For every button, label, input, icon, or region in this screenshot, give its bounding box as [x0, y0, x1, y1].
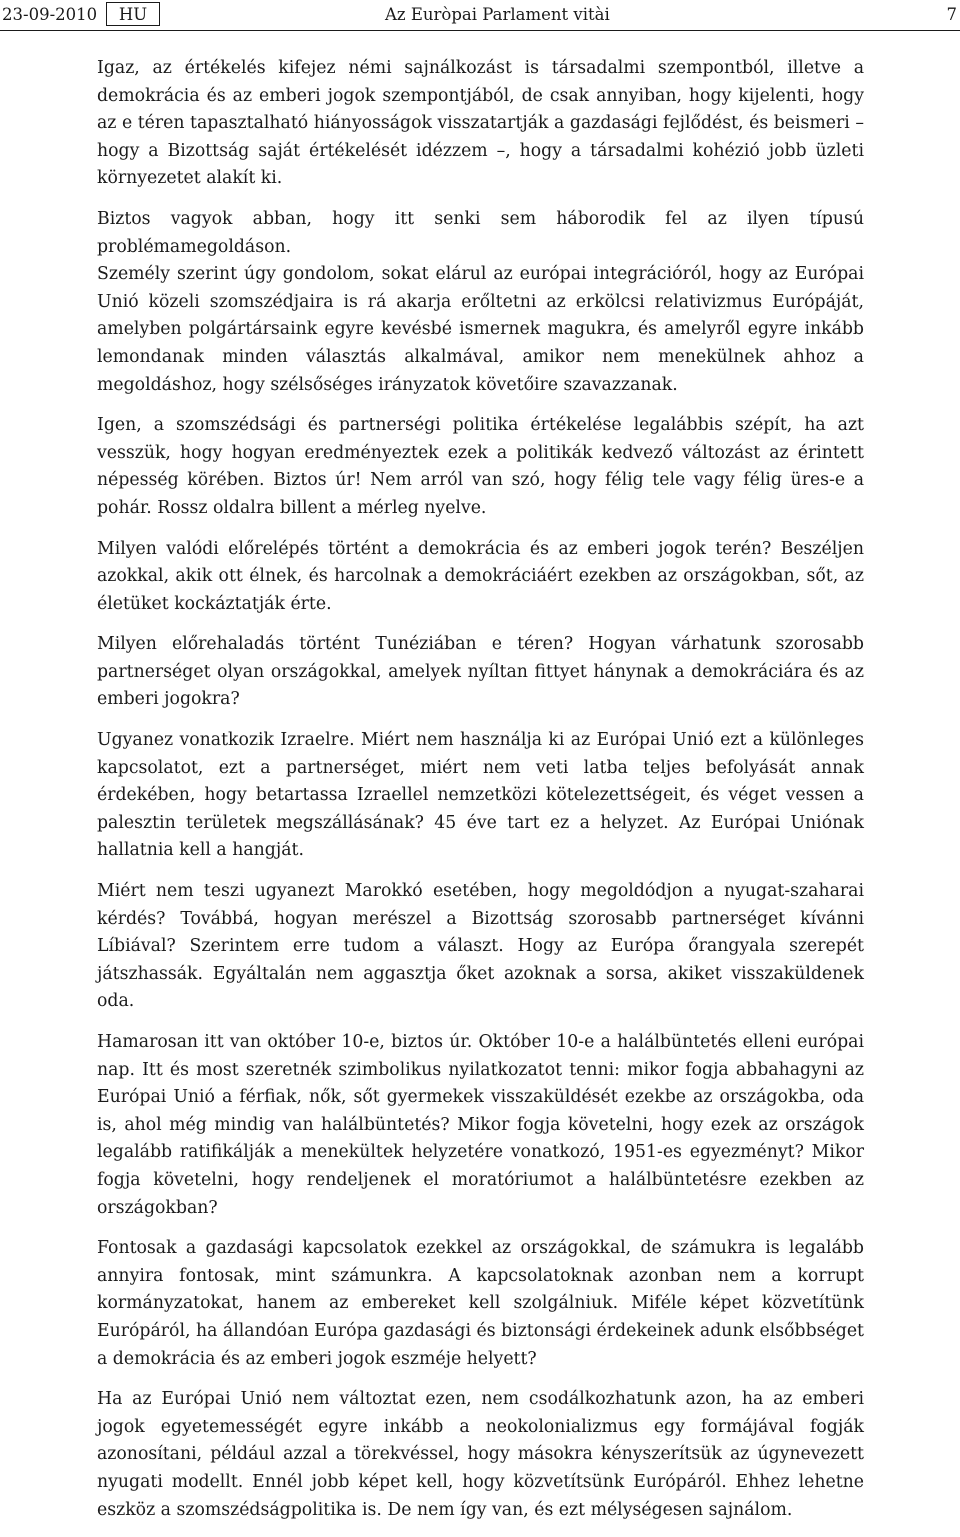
- paragraph: Fontosak a gazdasági kapcsolatok ezekkel az országokkal, de számukra is legalább annyira fontosak, mint számunkra. A kapcsolatoknak azonban nem a korrupt kormányzatokat, hanem az embereket kell szolgálniuk. Miféle képet közvetítünk Európáról, ha állandóan Európa gazdasági és biztonsági érdekeinek adunk elsőbbséget a demokrácia és az emberi jogok eszméje helyett?: [97, 1238, 864, 1369]
- language-badge: HU: [106, 2, 160, 26]
- paragraph: Ha az Európai Unió nem változtat ezen, nem csodálkozhatunk azon, ha az emberi jogok egyetemességét egyre inkább a neokolonializmus egy formájával fogják azonosítani, például azzal a törekvéssel, hogy másokra kényszerítsük az úgynevezett nyugati modellt. Ennél jobb képet kell, hogy közvetítsünk Európáról. Ehhez lehetne eszköz a szomszédságpolitika is. De nem így van, és ezt mélységesen sajnálom.: [97, 1389, 864, 1520]
- publication-title: Az Euròpai Parlament vitài: [385, 5, 610, 24]
- paragraph: Biztos vagyok abban, hogy itt senki sem háborodik fel az ilyen típusú problémamegoldáson.: [97, 208, 864, 257]
- paragraph: Igen, a szomszédsági és partnerségi politika értékelése legalábbis szépít, ha azt vesszük, hogy hogyan eredményeztek ezek a politikák kedvező változást az érintett népesség körében. Biztos úr! Nem arról van szó, hogy félig tele vagy félig üres-e a pohár. Rossz oldalra billent a mérleg nyelve.: [97, 415, 864, 518]
- paragraph: Ugyanez vonatkozik Izraelre. Miért nem használja ki az Európai Unió ezt a különleges kapcsolatot, ezt a partnerséget, miért nem veti latba teljes befolyását annak érdekében, hogy betartassa Izraellel nemzetközi kötelezettségeit, és véget vessen a palesztin területek megszállásának? 45 éve tart ez a helyzet. Az Európai Uniónak hallatnia kell a hangját.: [97, 730, 864, 861]
- paragraph: Milyen valódi előrelépés történt a demokrácia és az emberi jogok terén? Beszéljen azokkal, akik ott élnek, és harcolnak a demokráciáért ezekben az országokban, sőt, az életüket kockáztatják érte.: [97, 538, 864, 614]
- page-header: [0, 0, 960, 30]
- paragraph: Milyen előrehaladás történt Tunéziában e téren? Hogyan várhatunk szorosabb partnerséget olyan országokkal, amelyek nyíltan fittyet hánynak a demokráciára és az emberi jogokra?: [97, 634, 864, 710]
- document-body: [97, 55, 864, 1537]
- paragraph: Igaz, az értékelés kifejez némi sajnálkozást is társadalmi szempontból, illetve a demokrácia és az emberi jogok szempontjából, de csak annyiban, hogy kijelenti, hogy az e téren tapasztalható hiányosságok visszatartják a gazdasági fejlődést, és beismeri – hogy a Bizottság saját értékelését idézzem –, hogy a társadalmi kohézió jobb üzleti környezetet alakít ki.: [97, 58, 864, 189]
- header-rule: [0, 30, 960, 31]
- paragraph: Miért nem teszi ugyanezt Marokkó esetében, hogy megoldódjon a nyugat-szaharai kérdés? Továbbá, hogyan merészel a Bizottság szorosabb partnerséget kívánni Líbiával? Szerintem erre tudom a választ. Hogy az Európa őrangyala szerepét játszhassák. Egyáltalán nem aggasztja őket azoknak a sorsa, akiket visszaküldenek oda.: [97, 881, 864, 1012]
- page-number: 7: [946, 5, 957, 24]
- header-date: 23-09-2010: [2, 5, 98, 24]
- paragraph: Személy szerint úgy gondolom, sokat elárul az európai integrációról, hogy az Európai Unió közeli szomszédjaira is rá akarja erőltetni az erkölcsi relativizmus Európáját, amelyben polgártársaink egyre kevésbé ismernek magukra, és amelyről egyre inkább lemondanak minden választás alkalmával, amikor nem menekülnek ahhoz a megoldáshoz, hogy szélsőséges irányzatok követőire szavazzanak.: [97, 264, 864, 395]
- paragraph: Hamarosan itt van október 10-e, biztos úr. Október 10-e a halálbüntetés elleni európai nap. Itt és most szeretnék szimbolikus nyilatkozatot tenni: mikor fogja abbahagyni az Európai Unió a férfiak, nők, sőt gyermekek visszaküldését ezekbe az országokba, oda is, ahol még mindig van halálbüntetés? Mikor fogja követelni, hogy ezek az országok legalább ratifikálják a menekültek helyzetére vonatkozó, 1951-es egyezményt? Mikor fogja követelni, hogy rendeljenek el moratóriumot a halálbüntetésre ezekben az országokban?: [97, 1032, 864, 1218]
